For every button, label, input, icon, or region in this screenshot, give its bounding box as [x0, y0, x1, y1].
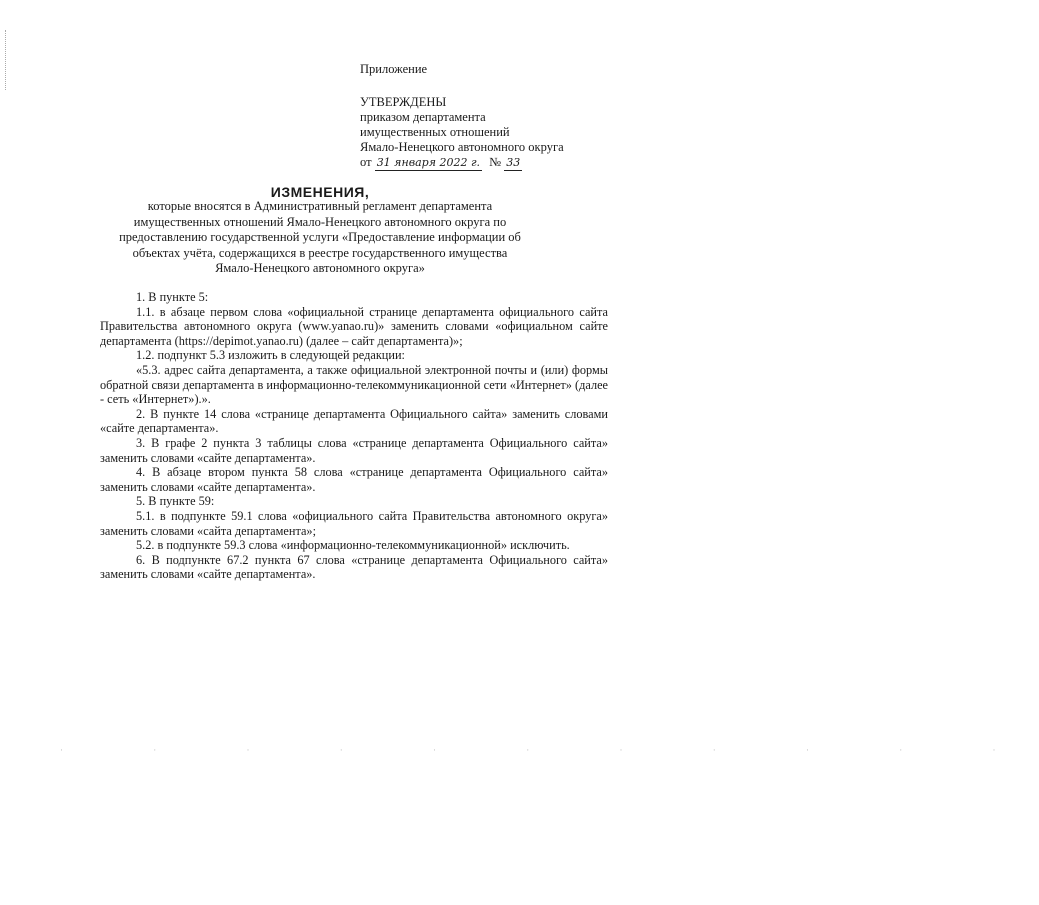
approval-block: [360, 62, 610, 171]
document-title: ИЗМЕНЕНИЯ,: [270, 184, 370, 200]
subtitle-line: имущественных отношений Ямало-Ненецкого автономного округа по: [133, 214, 507, 229]
document-subtitle: [95, 199, 545, 277]
paragraph: 3. В графе 2 пункта 3 таблицы слова «странице департамента Официального сайта» заменить словами «сайте департамента».: [100, 435, 608, 465]
paragraph: 5. В пункте 59:: [136, 494, 215, 509]
approval-line-2: имущественных отношений: [360, 125, 510, 139]
paragraph: 1. В пункте 5:: [136, 290, 209, 304]
subtitle-line: которые вносятся в Административный регламент департамента: [147, 199, 493, 213]
paragraph: 6. В подпункте 67.2 пункта 67 слова «странице департамента Официального сайта» заменить словами «сайте департамента».: [100, 552, 608, 582]
handwritten-date: 31 января 2022 г.: [376, 156, 481, 169]
scan-dust-dots: · · · · · · · · · · ·: [60, 745, 1039, 755]
approval-line-3: Ямало-Ненецкого автономного округа: [360, 140, 564, 154]
order-date-line: [360, 155, 610, 171]
subtitle-line: объектах учёта, содержащихся в реестре государственного имущества: [132, 245, 508, 260]
scan-edge-marks: [5, 30, 9, 90]
approved-label: УТВЕРЖДЕНЫ: [360, 95, 447, 109]
appendix-label: Приложение: [360, 62, 428, 76]
subtitle-line: Ямало-Ненецкого автономного округа»: [215, 261, 425, 275]
paragraph: 4. В абзаце втором пункта 58 слова «странице департамента Официального сайта» заменить словами «сайте департамента».: [100, 465, 608, 494]
paragraph: 5.1. в подпункте 59.1 слова «официального сайта Правительства автономного округа» заменить словами «сайта департамента»;: [100, 508, 608, 538]
handwritten-number: 33: [506, 156, 521, 169]
from-prefix: от: [360, 155, 372, 169]
paragraph: 2. В пункте 14 слова «странице департамента Официального сайта» заменить словами «сайте департамента».: [100, 406, 608, 436]
number-label: №: [489, 155, 502, 169]
paragraph: 5.2. в подпункте 59.3 слова «информационно-телекоммуникационной» исключить.: [136, 538, 570, 553]
paragraph: 1.2. подпункт 5.3 изложить в следующей редакции:: [136, 348, 405, 363]
paragraph: «5.3. адрес сайта департамента, а также официальной электронной почты и (или) формы обратной связи департамента в информационно-телекоммуникационной сети «Интернет» (далее - сеть «Интернет»).».: [100, 362, 608, 407]
document-body: [100, 290, 608, 582]
subtitle-line: предоставлению государственной услуги «Предоставление информации об: [119, 230, 521, 244]
approval-line-1: приказом департамента: [360, 110, 486, 124]
paragraph: 1.1. в абзаце первом слова «официальной странице департамента официального сайта Правительства автономного округа (www.yanao.ru)» заменить словами «официальном сайте департамента (https://depimot.yanao.ru) (далее – сайт департамента)»;: [100, 304, 608, 348]
